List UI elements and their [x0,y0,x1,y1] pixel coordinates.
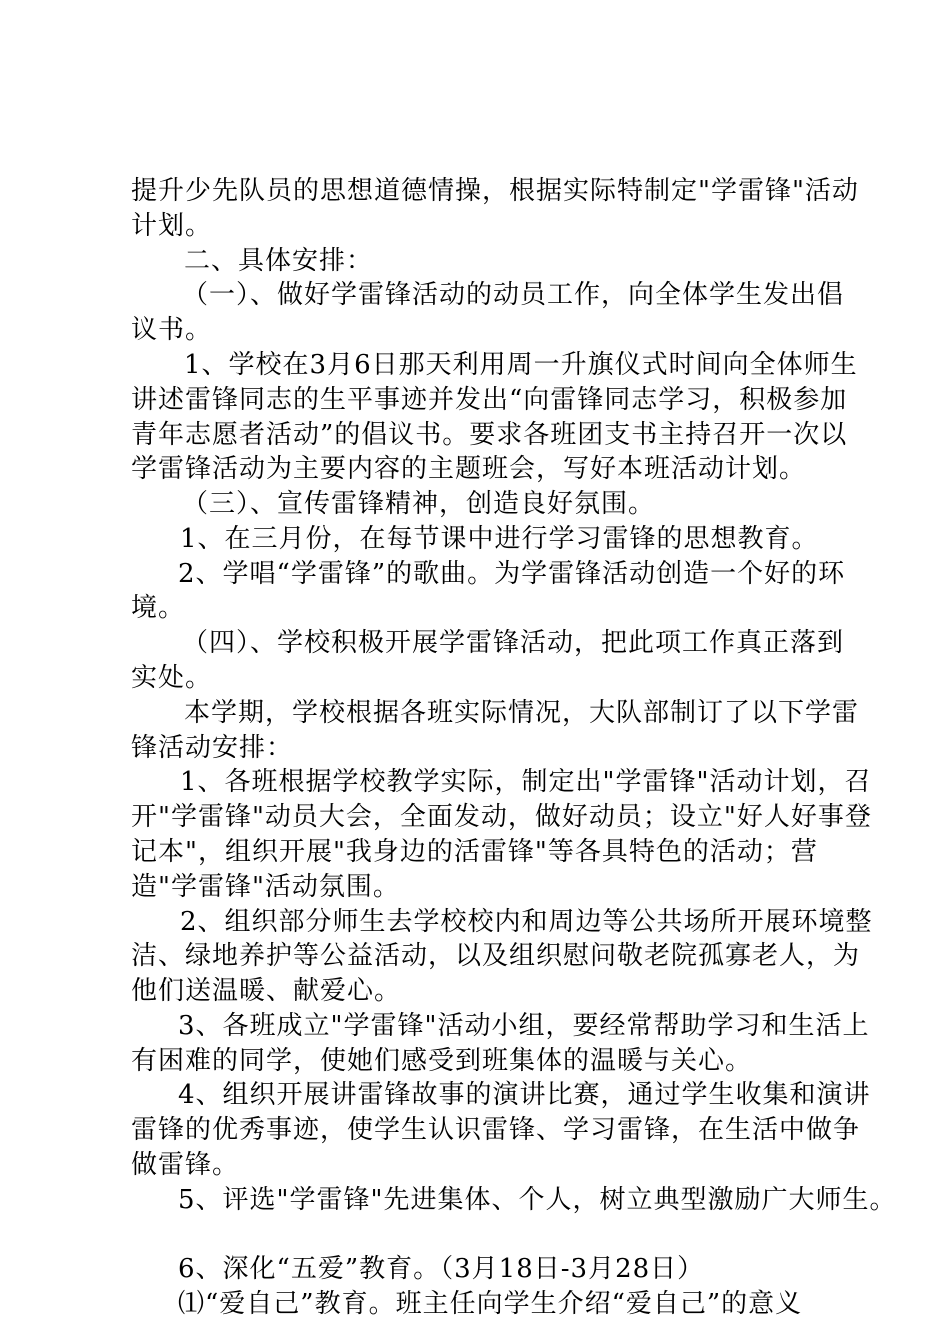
text-line: 2、组织部分师生去学校校内和周边等公共场所开展环境整 [180,907,873,937]
text-line: ⑴“爱自己”教育。班主任向学生介绍“爱自己”的意义 [178,1289,803,1319]
text-line: 实处。 [131,663,213,693]
text-line: 青年志愿者活动”的倡议书。要求各班团支书主持召开一次以 [131,420,848,450]
text-line: 计划。 [131,211,213,241]
text-line: 做雷锋。 [131,1150,240,1180]
text-line: 议书。 [131,315,213,345]
text-line: 开"学雷锋"动员大会，全面发动，做好动员；设立"好人好事登 [131,802,872,832]
subsection-heading: （三）、宣传雷锋精神，创造良好氛围。 [182,489,656,519]
text-line: 造"学雷锋"活动氛围。 [131,872,400,902]
text-line: 洁、绿地养护等公益活动，以及组织慰问敬老院孤寡老人，为 [131,941,861,971]
text-line: 4、组织开展讲雷锋故事的演讲比赛，通过学生收集和演讲 [178,1080,871,1110]
section-heading: 二、具体安排： [184,246,374,276]
text-line: 1、学校在3月6日那天利用周一升旗仪式时间向全体师生 [184,350,858,380]
text-line: 1、各班根据学校教学实际，制定出"学雷锋"活动计划，召 [180,767,872,797]
text-line: 6、深化“五爱”教育。（3月18日-3月28日） [178,1254,705,1284]
text-line: 3、各班成立"学雷锋"活动小组，要经常帮助学习和生活上 [178,1011,870,1041]
text-line: 本学期，学校根据各班实际情况，大队部制订了以下学雷 [184,698,860,728]
text-line: 2、学唱“学雷锋”的歌曲。为学雷锋活动创造一个好的环 [178,559,846,589]
subsection-heading: （四）、学校积极开展学雷锋活动，把此项工作真正落到 [182,628,845,658]
text-line: 有困难的同学，使她们感受到班集体的温暖与关心。 [131,1046,753,1076]
text-line: 境。 [131,593,186,623]
text-line: 讲述雷锋同志的生平事迹并发出“向雷锋同志学习，积极参加 [131,385,848,415]
text-line: 1、在三月份，在每节课中进行学习雷锋的思想教育。 [180,524,819,554]
text-line: 提升少先队员的思想道德情操，根据实际特制定"学雷锋"活动 [131,176,859,206]
text-line: 锋活动安排： [131,733,294,763]
text-line: 雷锋的优秀事迹，使学生认识雷锋、学习雷锋，在生活中做争 [131,1115,861,1145]
text-line: 他们送温暖、献爱心。 [131,976,402,1006]
text-line: 5、评选"学雷锋"先进集体、个人，树立典型激励广大师生。 [178,1185,897,1215]
text-line: 学雷锋活动为主要内容的主题班会，写好本班活动计划。 [131,454,807,484]
subsection-heading: （一）、做好学雷锋活动的动员工作，向全体学生发出倡 [182,280,845,310]
text-line: 记本"，组织开展"我身边的活雷锋"等各具特色的活动；营 [131,837,818,867]
